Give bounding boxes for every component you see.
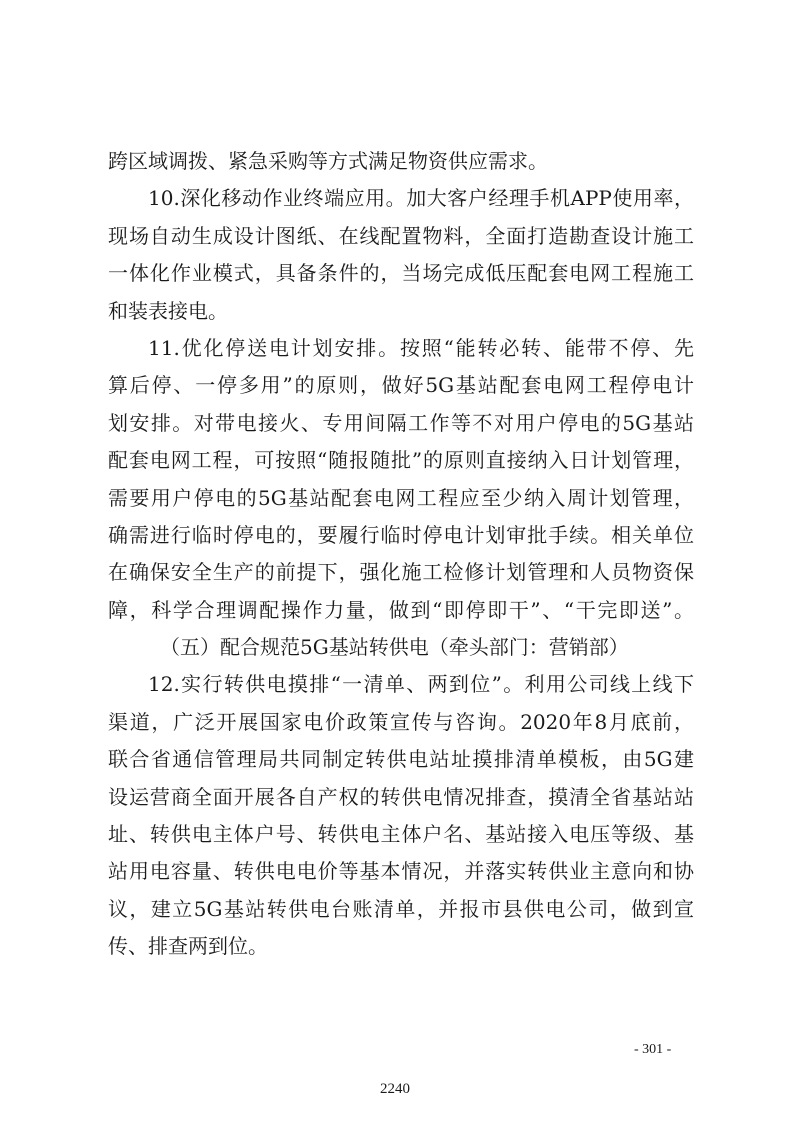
text-line: 障，科学合理调配操作力量，做到“即停即干”、“干完即送”。 xyxy=(108,597,694,622)
text-line: 设运营商全面开展各自产权的转供电情况排查，摸清全省基站站 xyxy=(108,784,694,809)
text-line: 12.实行转供电摸排“一清单、两到位”。利用公司线上线下 xyxy=(148,672,694,697)
text-line: 10.深化移动作业终端应用。加大客户经理手机APP使用率， xyxy=(148,186,694,211)
text-line: 一体化作业模式，具备条件的，当场完成低压配套电网工程施工 xyxy=(108,261,694,286)
body-text xyxy=(108,143,694,966)
page-number: - 301 - xyxy=(634,1042,672,1057)
text-line: 配套电网工程，可按照“随报随批”的原则直接纳入日计划管理， xyxy=(108,448,694,473)
section-heading: （五）配合规范5G基站转供电（牵头部门：营销部） xyxy=(160,635,629,660)
text-line: 联合省通信管理局共同制定转供电站址摸排清单模板，由5G建 xyxy=(108,747,694,772)
text-line: 议，建立5G基站转供电台账清单，并报市县供电公司，做到宣 xyxy=(108,896,694,921)
text-line: 在确保安全生产的前提下，强化施工检修计划管理和人员物资保 xyxy=(108,560,694,585)
text-line: 传、排查两到位。 xyxy=(108,934,268,959)
text-line: 渠道，广泛开展国家电价政策宣传与咨询。2020年8月底前， xyxy=(108,709,694,734)
footer-number: 2240 xyxy=(380,1081,410,1097)
text-line: 算后停、一停多用”的原则，做好5G基站配套电网工程停电计 xyxy=(108,373,694,398)
text-line: 站用电容量、转供电电价等基本情况，并落实转供业主意向和协 xyxy=(108,859,694,884)
text-line: 需要用户停电的5G基站配套电网工程应至少纳入周计划管理， xyxy=(108,485,694,510)
text-line: 址、转供电主体户号、转供电主体户名、基站接入电压等级、基 xyxy=(108,822,694,847)
text-line: 确需进行临时停电的，要履行临时停电计划审批手续。相关单位 xyxy=(108,522,694,547)
text-line: 现场自动生成设计图纸、在线配置物料，全面打造勘查设计施工 xyxy=(108,223,694,248)
text-line: 11.优化停送电计划安排。按照“能转必转、能带不停、先 xyxy=(148,335,694,360)
text-line: 和装表接电。 xyxy=(108,298,228,323)
text-line: 划安排。对带电接火、专用间隔工作等不对用户停电的5G基站 xyxy=(108,410,694,435)
text-line: 跨区域调拨、紧急采购等方式满足物资供应需求。 xyxy=(108,149,548,173)
